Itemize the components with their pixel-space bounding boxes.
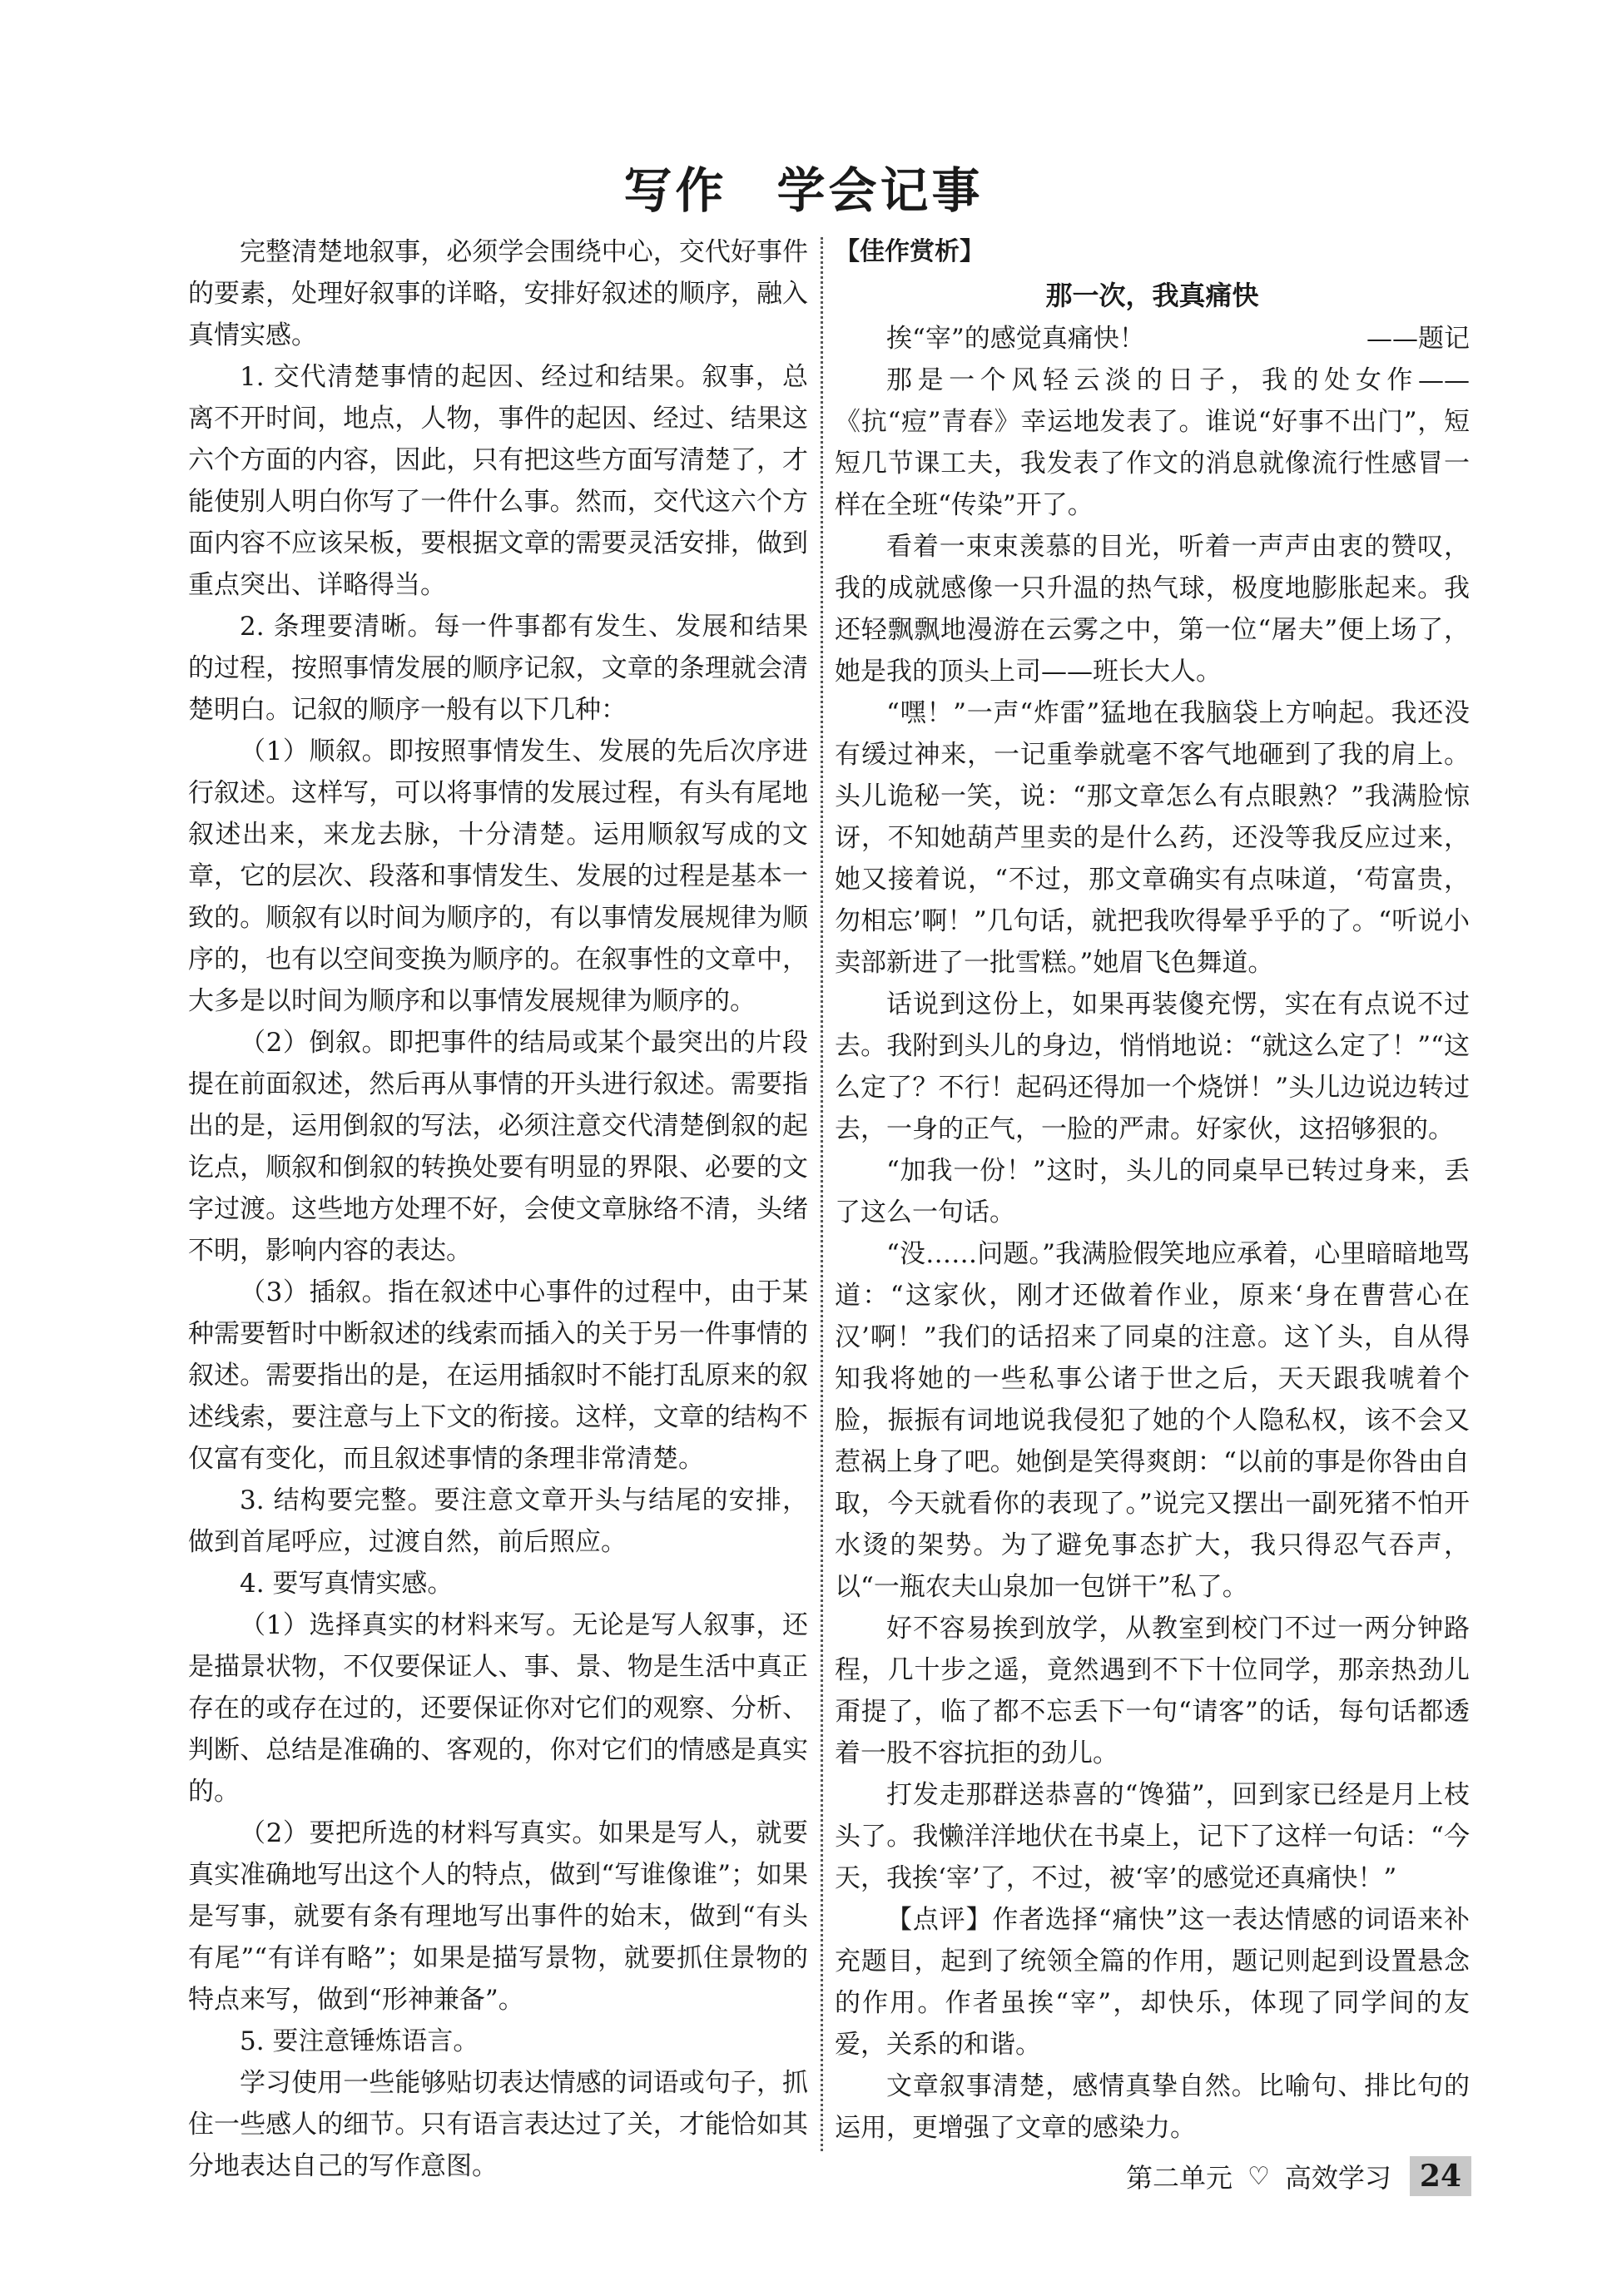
right-column — [835, 231, 1470, 2149]
essay-paragraph: 好不容易挨到放学，从教室到校门不过一两分钟路程，几十步之遥，竟然遇到不下十位同学，那亲热劲儿甭提了，临了都不忘丢下一句“请客”的话，每句话都透着一股不容抗拒的劲儿。 — [835, 1614, 1470, 1768]
footer-unit: 第二单元 — [1125, 2162, 1233, 2194]
title-part1: 写作 — [623, 162, 727, 219]
essay-paragraph: 看着一束束羡慕的目光，听着一声声由衷的赞叹，我的成就感像一只升温的热气球，极度地膨胀起来。我还轻飘飘地漫游在云雾之中，第一位“屠夫”便上场了，她是我的顶头上司——班长大人。 — [835, 532, 1470, 687]
point-2c: （3）插叙。指在叙述中心事件的过程中，由于某种需要暂时中断叙述的线索而插入的关于另一件事情的叙述。需要指出的是，在运用插叙时不能打乱原来的叙述线索，要注意与上下文的衔接。这样，文章的结构不仅富有变化，而且叙述事情的条理非常清楚。 — [188, 1277, 808, 1474]
epigraph-note: ——题记 — [1366, 324, 1470, 354]
point-2a: （1）顺叙。即按照事情发生、发展的先后次序进行叙述。这样写，可以将事情的发展过程，有头有尾地叙述出来，来龙去脉，十分清楚。运用顺叙写成的文章，它的层次、段落和事情发生、发展的过程是基本一致的。顺叙有以时间为顺序的，有以事情发展规律为顺序的，也有以空间变换为顺序的。在叙事性的文章中，大多是以时间为顺序和以事情发展规律为顺序的。 — [188, 736, 808, 1016]
comment-paragraph-2: 文章叙事清楚，感情真挚自然。比喻句、排比句的运用，更增强了文章的感染力。 — [835, 2071, 1470, 2143]
point-4: 4. 要写真情实感。 — [240, 1569, 454, 1599]
point-3: 3. 结构要完整。要注意文章开头与结尾的安排，做到首尾呼应，过渡自然，前后照应。 — [188, 1485, 808, 1557]
comment-text: 作者选择“痛快”这一表达情感的词语来补充题目，起到了统领全篇的作用，题记则起到设置悬念的作用。作者虽挨“宰”，却快乐，体现了同学间的友爱，关系的和谐。 — [835, 1905, 1470, 2060]
footer-book: 高效学习 — [1284, 2162, 1391, 2194]
point-2b: （2）倒叙。即把事件的结局或某个最突出的片段提在前面叙述，然后再从事情的开头进行叙述。需要指出的是，运用倒叙的写法，必须注意交代清楚倒叙的起讫点，顺叙和倒叙的转换处要有明显的界限、必要的文字过渡。这些地方处理不好，会使文章脉络不清，头绪不明，影响内容的表达。 — [188, 1028, 808, 1266]
epigraph — [835, 318, 1470, 360]
page-number: 24 — [1410, 2156, 1471, 2196]
page-title — [0, 151, 1607, 221]
title-part2: 学会记事 — [776, 162, 984, 219]
essay-paragraph: “加我一份！”这时，头儿的同桌早已转过身来，丢了这么一句话。 — [835, 1156, 1470, 1227]
comment-label: 【点评】 — [886, 1905, 993, 1935]
point-2: 2. 条理要清晰。每一件事都有发生、发展和结果的过程，按照事情发展的顺序记叙，文章的条理就会清楚明白。记叙的顺序一般有以下几种： — [188, 612, 808, 725]
essay-title: 那一次，我真痛快 — [1045, 280, 1259, 311]
point-1: 1. 交代清楚事情的起因、经过和结果。叙事，总离不开时间，地点，人物，事件的起因、经过、结果这六个方面的内容，因此，只有把这些方面写清楚了，才能使别人明白你写了一件什么事。然而，交代这六个方面内容不应该呆板，要根据文章的需要灵活安排，做到重点突出、详略得当。 — [188, 362, 808, 600]
section-heading: 【佳作赏析】 — [835, 237, 985, 266]
essay-paragraph: 话说到这份上，如果再装傻充愣，实在有点说不过去。我附到头儿的身边，悄悄地说：“就这么定了！”“这么定了？不行！起码还得加一个烧饼！”头儿边说边转过去，一身的正气，一脸的严肃。好家伙，这招够狠的。 — [835, 989, 1470, 1144]
heart-icon: ♡ — [1247, 2161, 1270, 2191]
point-4b: （2）要把所选的材料写真实。如果是写人，就要真实准确地写出这个人的特点，做到“写谁像谁”；如果是写事，就要有条有理地写出事件的始末，做到“有头有尾”“有详有略”；如果是描写景物，就要抓住景物的特点来写，做到“形神兼备”。 — [188, 1818, 808, 2015]
essay-paragraph: “没……问题。”我满脸假笑地应承着，心里暗暗地骂道：“这家伙，刚才还做着作业，原来‘身在曹营心在汉’啊！”我们的话招来了同桌的注意。这丫头，自从得知我将她的一些私事公诸于世之后，天天跟我唬着个脸，振振有词地说我侵犯了她的个人隐私权，该不会又惹祸上身了吧。她倒是笑得爽朗：“以前的事是你咎由自取，今天就看你的表现了。”说完又摆出一副死猪不怕开水烫的架势。为了避免事态扩大，我只得忍气吞声，以“一瓶农夫山泉加一包饼干”私了。 — [835, 1239, 1470, 1602]
left-column — [188, 231, 808, 2187]
point-5a: 学习使用一些能够贴切表达情感的词语或句子，抓住一些感人的细节。只有语言表达过了关，才能恰如其分地表达自己的写作意图。 — [188, 2068, 808, 2181]
page-footer — [1126, 2156, 1471, 2196]
point-5: 5. 要注意锤炼语言。 — [240, 2026, 479, 2056]
epigraph-text: 挨“宰”的感觉真痛快！ — [886, 324, 1145, 354]
column-divider — [821, 237, 823, 2151]
comment-paragraph — [835, 1899, 1470, 2065]
point-4a: （1）选择真实的材料来写。无论是写人叙事，还是描景状物，不仅要保证人、事、景、物是生活中真正存在的或存在过的，还要保证你对它们的观察、分析、判断、总结是准确的、客观的，你对它们的情感是真实的。 — [188, 1610, 808, 1807]
essay-paragraph: 那是一个风轻云淡的日子，我的处女作——《抗“痘”青春》幸运地发表了。谁说“好事不出门”，短短几节课工夫，我发表了作文的消息就像流行性感冒一样在全班“传染”开了。 — [835, 365, 1470, 520]
essay-paragraph: “嘿！”一声“炸雷”猛地在我脑袋上方响起。我还没有缓过神来，一记重拳就毫不客气地砸到了我的肩上。头儿诡秘一笑，说：“那文章怎么有点眼熟？”我满脸惊讶，不知她葫芦里卖的是什么药，还没等我反应过来，她又接着说，“不过，那文章确实有点味道，‘苟富贵，勿相忘’啊！”几句话，就把我吹得晕乎乎的了。“听说小卖部新进了一批雪糕。”她眉飞色舞道。 — [835, 698, 1470, 978]
essay-paragraph: 打发走那群送恭喜的“馋猫”，回到家已经是月上枝头了。我懒洋洋地伏在书桌上，记下了这样一句话：“今天，我挨‘宰’了，不过，被‘宰’的感觉还真痛快！” — [835, 1780, 1470, 1893]
intro-paragraph: 完整清楚地叙事，必须学会围绕中心，交代好事件的要素，处理好叙事的详略，安排好叙述的顺序，融入真情实感。 — [188, 237, 808, 350]
